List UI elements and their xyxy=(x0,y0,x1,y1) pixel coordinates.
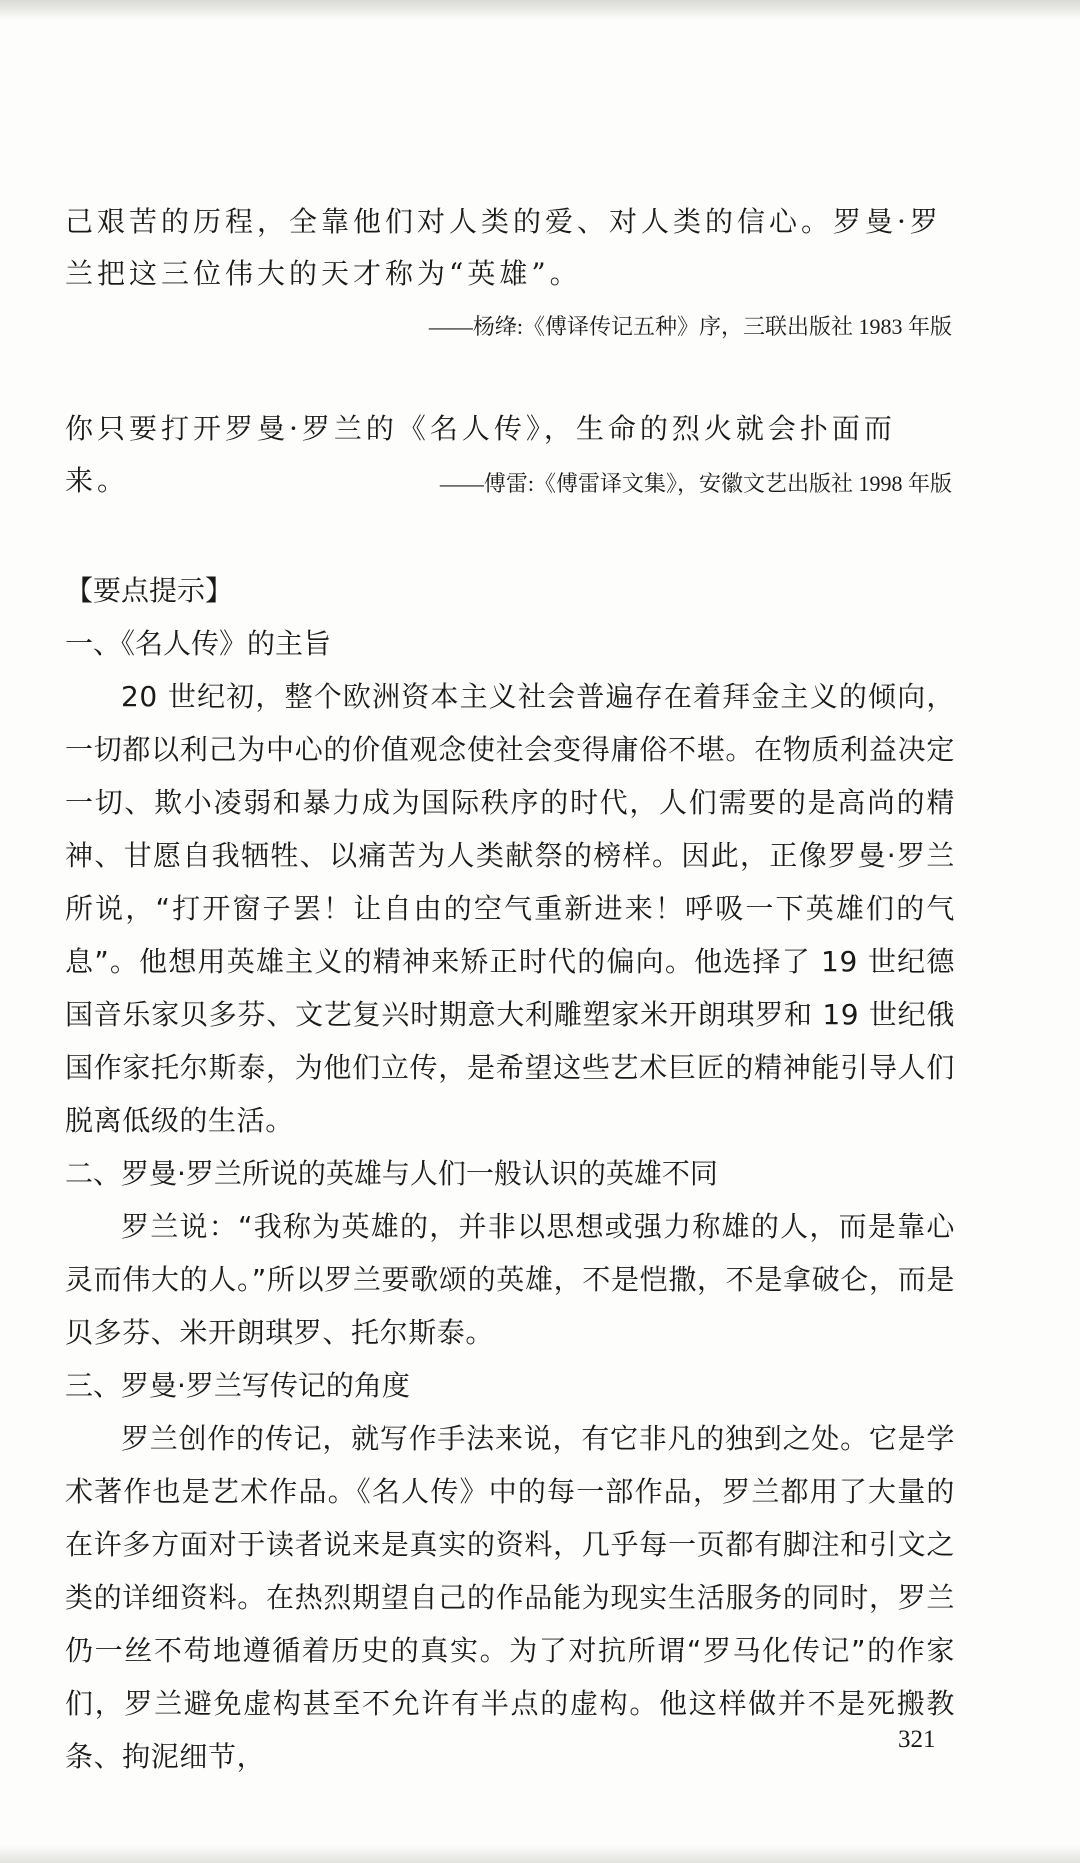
quote-source-yang-jiang: ——杨绛:《傅译传记五种》序，三联出版社 1983 年版 xyxy=(428,314,952,339)
page-top-edge xyxy=(0,0,1080,20)
point-paragraph-2: 罗兰说：“我称为英雄的，并非以思想或强力称雄的人，而是靠心灵而伟大的人。”所以罗兰要歌颂的英雄，不是恺撒，不是拿破仑，而是贝多芬、米开朗琪罗、托尔斯泰。 xyxy=(65,1210,955,1349)
section-title: 【要点提示】 xyxy=(65,574,234,607)
point-heading-3: 三、罗曼·罗兰写传记的角度 xyxy=(65,1369,410,1402)
quote-block-yang-jiang xyxy=(65,196,955,300)
quote-text-fu-lei: 你只要打开罗曼·罗兰的《名人传》，生命的烈火就会扑面而来。 xyxy=(65,412,896,497)
point-paragraph-1: 20 世纪初，整个欧洲资本主义社会普遍存在着拜金主义的倾向，一切都以利己为中心的价值观念使社会变得庸俗不堪。在物质利益决定一切、欺小凌弱和暴力成为国际秩序的时代，人们需要的是高尚的精神、甘愿自我牺牲、以痛苦为人类献祭的榜样。因此，正像罗曼·罗兰所说，“打开窗子罢！让自由的空气重新进来！呼吸一下英雄们的气息”。他想用英雄主义的精神来矫正时代的偏向。他选择了 19 世纪德国音乐家贝多芬、文艺复兴时期意大利雕塑家米开朗琪罗和 19 世纪俄国作家托尔斯泰，为他们立传，是希望这些艺术巨匠的精神能引导人们脱离低级的生活。 xyxy=(65,680,955,1137)
point-heading-2: 二、罗曼·罗兰所说的英雄与人们一般认识的英雄不同 xyxy=(65,1157,718,1190)
point-paragraph-3: 罗兰创作的传记，就写作手法来说，有它非凡的独到之处。它是学术著作也是艺术作品。《名人传》中的每一部作品，罗兰都用了大量的在许多方面对于读者说来是真实的资料，几乎每一页都有脚注和引文之类的详细资料。在热烈期望自己的作品能为现实生活服务的同时，罗兰仍一丝不苟地遵循着历史的真实。为了对抗所谓“罗马化传记”的作家们，罗兰避免虚构甚至不允许有半点的虚构。他这样做并不是死搬教条、拘泥细节， xyxy=(65,1422,955,1773)
page-bottom-edge xyxy=(0,1845,1080,1863)
key-points-section xyxy=(65,564,955,1783)
point-heading-1: 一、《名人传》的主旨 xyxy=(65,627,332,660)
page-number: 321 xyxy=(898,1726,936,1753)
quote-source-fu-lei: ——傅雷:《傅雷译文集》，安徽文艺出版社 1998 年版 xyxy=(439,471,952,496)
quote-text-yang-jiang: 己艰苦的历程，全靠他们对人类的爱、对人类的信心。罗曼·罗兰把这三位伟大的天才称为“英雄”。 xyxy=(65,205,942,290)
